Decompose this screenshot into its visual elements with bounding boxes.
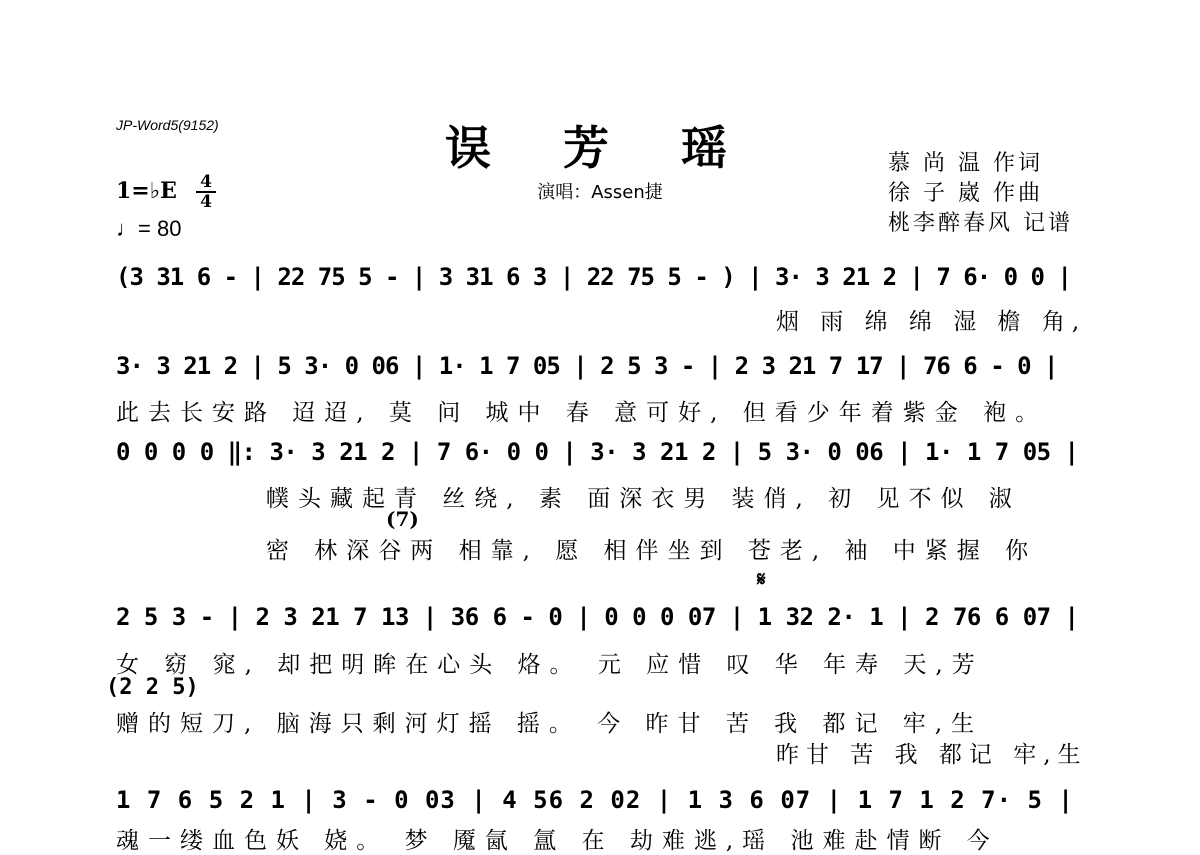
lyric-line-2: 此去长安路 迢迢, 莫 问 城中 春 意可好, 但看少年着紫金 袍。: [116, 400, 1048, 426]
notation-line-4: 2 5 3 - | 2 3 21 7 13 | 36 6 - 0 | 0 0 0 07 | 1 32 2· 1 | 2 76 6 07 |: [116, 603, 1079, 631]
lyric-line-3-verse-1: 幞头藏起青 丝绕, 素 面深衣男 装俏, 初 见不似 淑: [266, 486, 1021, 512]
lyric-line-3-verse-2: 密 林深谷两 相靠, 愿 相伴坐到 苍老, 袖 中紧握 你: [266, 538, 1038, 564]
lyric-line-5: 魂一缕血色妖 娆。 梦 魇氤 氲 在 劫难逃,瑶 池难赴情断 今: [116, 828, 999, 854]
time-signature-top: 4: [200, 172, 212, 192]
tempo-marking: ♩= 80: [116, 216, 182, 241]
singer-credit: 演唱：Assen捷: [537, 182, 663, 203]
transcriber-credit: 桃李醉春风 记谱: [888, 211, 1073, 236]
lyric-line-4-verse-2: 赠的短刀, 脑海只剩河灯摇 摇。 今 昨甘 苦 我 都记 牢,生: [116, 711, 984, 737]
segno-sign: 𝄋: [757, 567, 766, 591]
key-signature: 1=♭E: [116, 178, 177, 204]
notation-line-3: 0 0 0 0 ‖: 3· 3 21 2 | 7 6· 0 0 | 3· 3 21 2 | 5 3· 0 06 | 1· 1 7 05 |: [116, 438, 1079, 466]
time-signature-bottom: 4: [200, 192, 212, 212]
lyricist-credit: 慕 尚 温 作词: [888, 151, 1043, 176]
lyric-line-4-verse-3: 昨甘 苦 我 都记 牢,生: [776, 742, 1088, 768]
variant-note-mark: (7): [386, 507, 419, 531]
software-label: JP-Word5(9152): [116, 117, 219, 133]
lyric-line-1: 烟 雨 绵 绵 湿 檐 角,: [776, 309, 1087, 335]
composer-credit: 徐 子 崴 作曲: [888, 181, 1043, 206]
song-title: 误 芳 瑶: [444, 121, 756, 175]
notation-line-1: (3 31 6 - | 22 75 5 - | 3 31 6 3 | 22 75 5 - ) | 3· 3 21 2 | 7 6· 0 0 |: [116, 263, 1071, 291]
variant-notes-mark: (2 2 5): [106, 675, 199, 700]
lyric-line-4-verse-1: 女 窈 窕, 却把明眸在心头 烙。 元 应惜 叹 华 年寿 天,芳: [116, 652, 984, 678]
notation-line-5: 1 7 6 5 2 1 | 3 - 0 03 | 4 56 2 02 | 1 3 6 07 | 1 7 1 2 7· 5 |: [116, 786, 1074, 814]
time-signature: [196, 174, 216, 210]
notation-line-2: 3· 3 21 2 | 5 3· 0 06 | 1· 1 7 05 | 2 5 3 - | 2 3 21 7 17 | 76 6 - 0 |: [116, 352, 1058, 380]
